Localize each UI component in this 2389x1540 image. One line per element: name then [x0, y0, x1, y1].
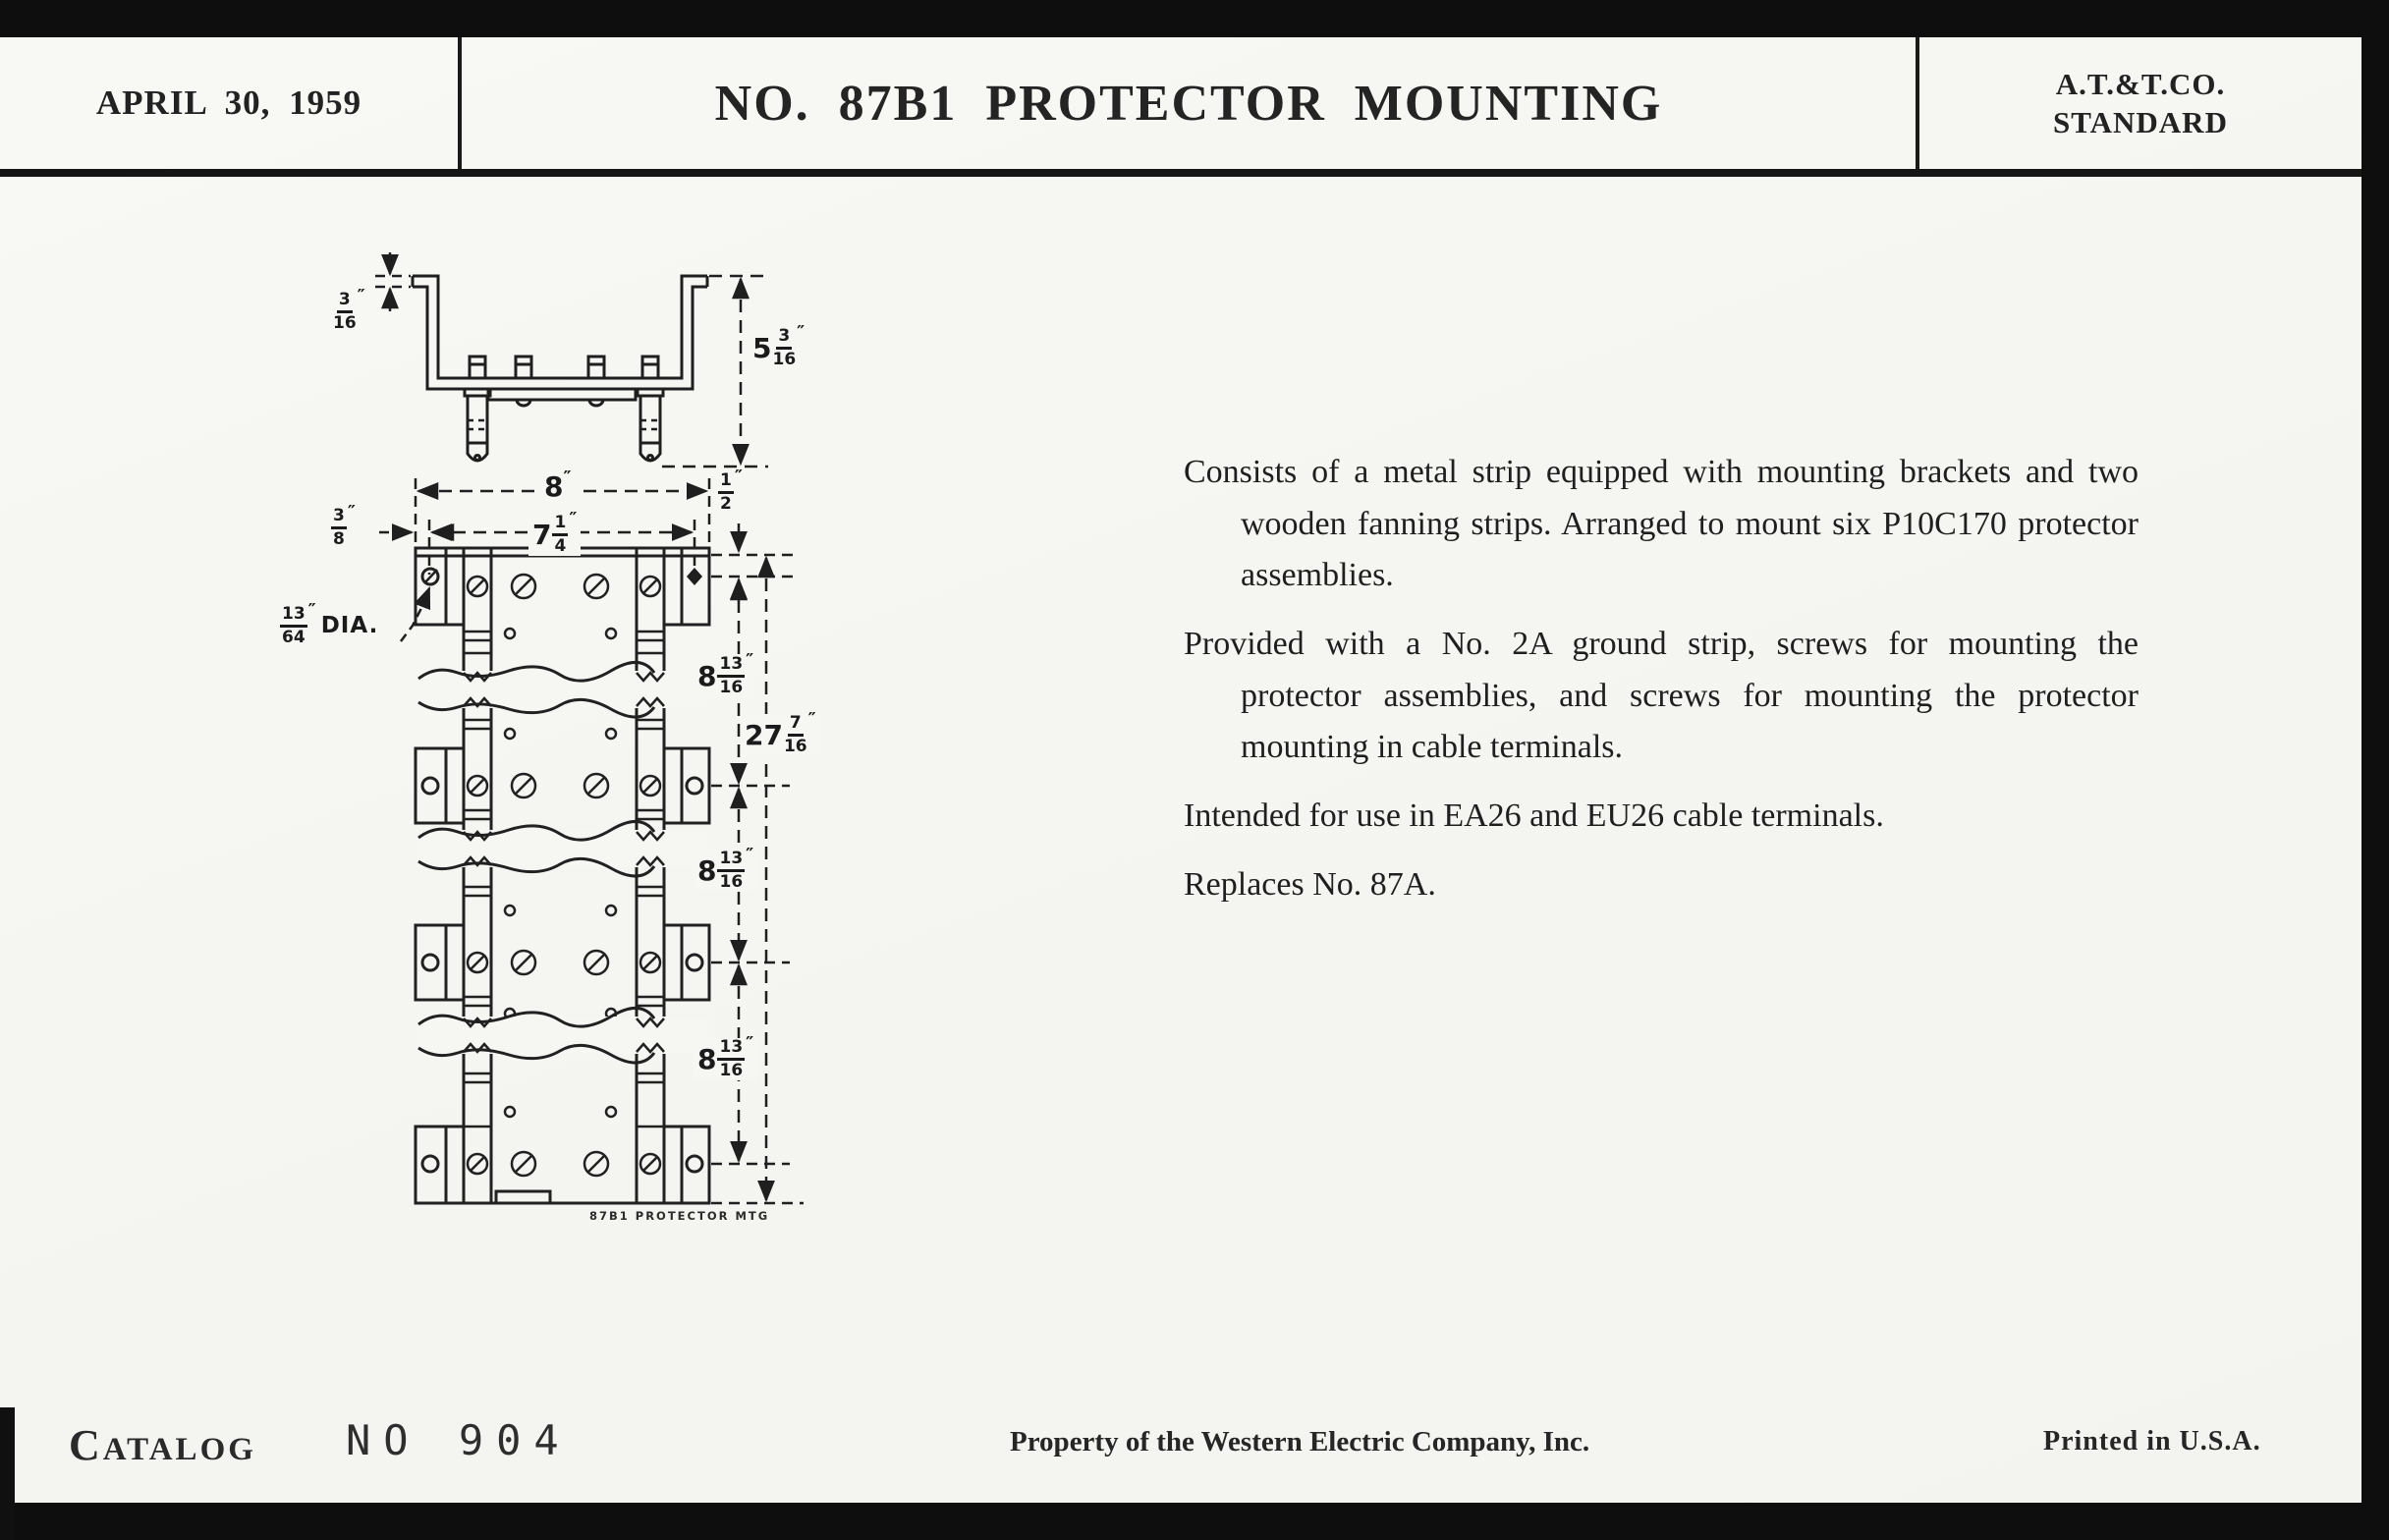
description-paragraph: Consists of a metal strip equipped with mounting brackets and two wooden fanning strips. Arranged to mount six P10C170 protector assemblies. — [1184, 454, 2139, 594]
dim-section-spacing-1: 8 $\frac{13}{16}$ ″ — [694, 655, 757, 697]
standard-label-line1: A.T.&T.CO. — [2055, 67, 2226, 101]
dim-bracket-height: 5 $\frac{3}{16}$ ″ — [749, 327, 808, 369]
page-header — [0, 37, 2361, 177]
description-block — [1184, 447, 2139, 928]
bracket-row-3 — [416, 925, 709, 1000]
header-standard-cell — [1916, 37, 2361, 169]
catalog-number-stamp: NO 904 — [346, 1416, 572, 1464]
dim-section-spacing-2: 8 $\frac{13}{16}$ ″ — [694, 850, 757, 892]
description-paragraph: Intended for use in EA26 and EU26 cable terminals. — [1184, 798, 1884, 835]
property-notice: Property of the Western Electric Company, Inc. — [1010, 1426, 1590, 1458]
description-paragraph: Provided with a No. 2A ground strip, screws for mounting the protector assemblies, and screws for mounting the protector mounting in cable terminals. — [1184, 626, 2139, 766]
dim-overall-width: 8 ″ — [540, 472, 576, 502]
dim-lip-thickness: $\frac{3}{16}$ ″ — [333, 286, 365, 333]
catalog-label: CATALOG — [69, 1421, 256, 1469]
bracket-row-1 — [416, 548, 709, 625]
page-title: NO. 87B1 PROTECTOR MOUNTING — [714, 75, 1663, 132]
profile-nuts — [470, 357, 658, 378]
header-date-cell — [0, 37, 462, 169]
dim-hole-diameter: $\frac{13}{64}$ ″ DIA. — [282, 600, 379, 647]
printed-notice: Printed in U.S.A. — [2043, 1426, 2261, 1457]
description-paragraph: Replaces No. 87A. — [1184, 865, 1436, 903]
dim-edge-offset: $\frac{3}{8}$ ″ — [333, 502, 356, 549]
drawing-caption: 87B1 PROTECTOR MTG — [589, 1209, 770, 1223]
profile-studs — [468, 396, 660, 461]
dim-top-offset: $\frac{1}{2}$ ″ — [720, 467, 743, 514]
issue-date: APRIL 30, 1959 — [95, 83, 362, 122]
bracket-row-2 — [416, 748, 709, 823]
technical-drawing — [265, 231, 894, 1257]
dim-overall-height: 27 $\frac{7}{16}$ ″ — [741, 714, 820, 756]
bracket-row-4 — [416, 1127, 709, 1203]
dim-section-spacing-3: 8 $\frac{13}{16}$ ″ — [694, 1038, 757, 1080]
scan-edge-artifact — [0, 1407, 15, 1540]
standard-label-line2: STANDARD — [2053, 105, 2228, 139]
header-title-cell — [462, 37, 1916, 169]
catalog-page — [0, 37, 2361, 1503]
dim-hole-span-width: 7 $\frac{1}{4}$ ″ — [528, 514, 581, 556]
